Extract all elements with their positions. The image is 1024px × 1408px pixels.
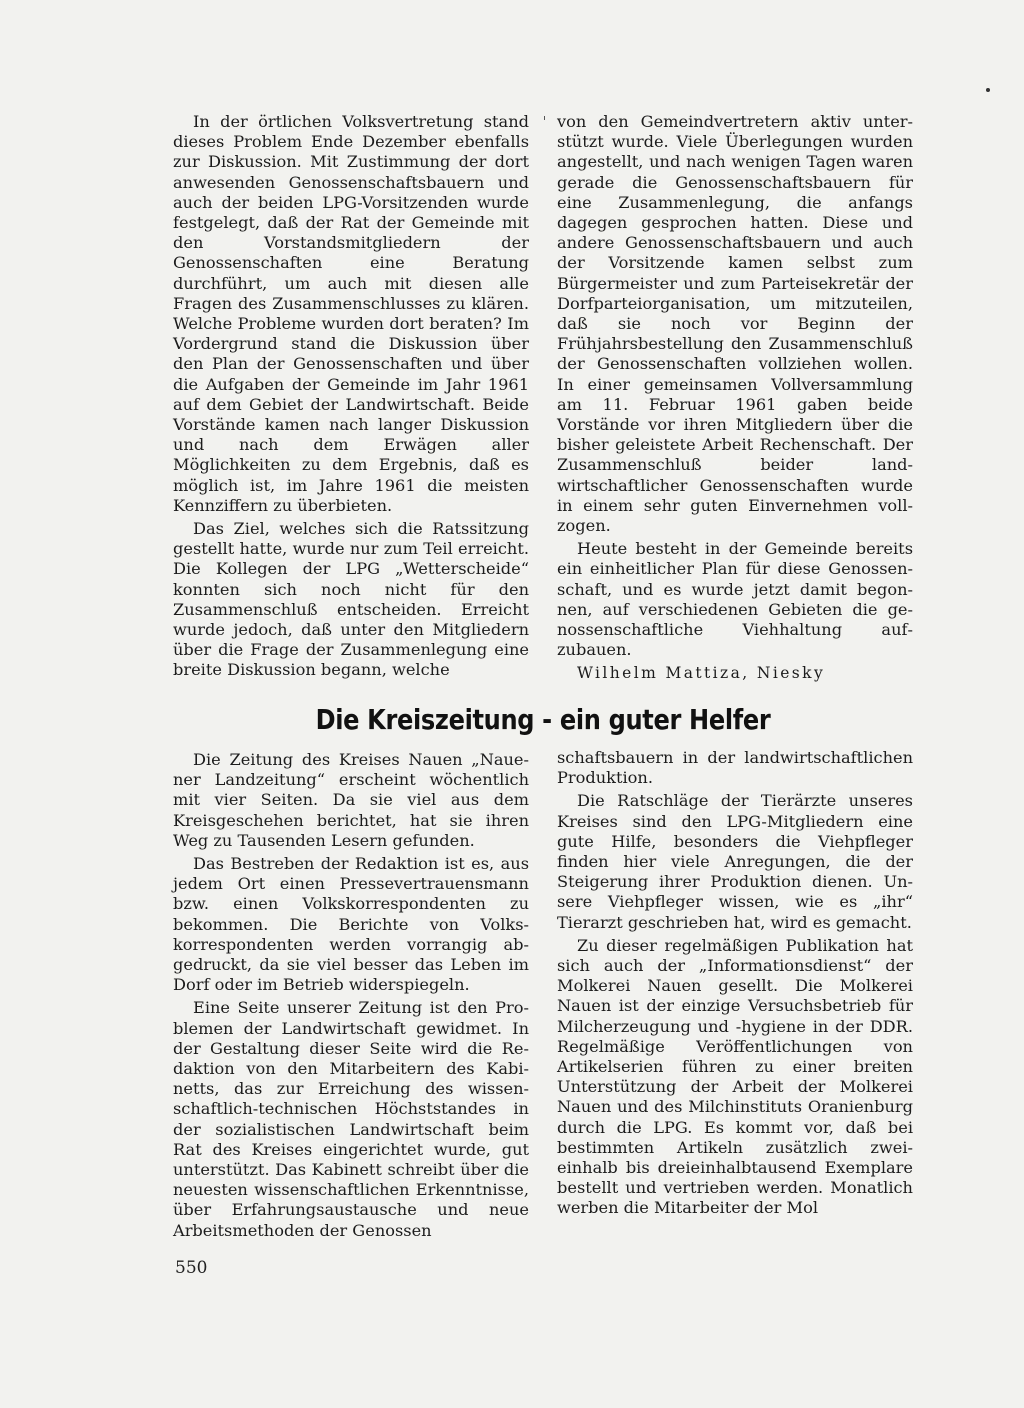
upper-article-column-left <box>173 112 529 681</box>
page-number: 550 <box>175 1258 208 1278</box>
paragraph: Heute besteht in der Gemeinde bereits ein einheitlicher Plan für diese Genossenschaft, und es wurde jetzt damit begonnen, auf verschiedenen Gebieten die genossenschaftliche Viehhaltung aufzubauen. <box>557 539 913 660</box>
paragraph: von den Gemeindvertretern aktiv unterstützt wurde. Viele Überlegungen wurden angestellt, und nach wenigen Tagen waren gerade die Genossenschaftsbauern für eine Zusammenlegung, die anfangs dagegen gesprochen hatten. Diese und andere Genossenschaftsbauern und auch der Vorsitzende kamen selbst zum Bürgermeister und zum Parteisekretär der Dorfparteiorganisation, um mitzuteilen, daß sie noch vor Beginn der Frühjahrsbestellung den Zusammenschluß der Genossenschaften vollziehen wollen. In einer gemeinsamen Vollversammlung am 11. Februar 1961 gaben beide Vorstände vor ihren Mitgliedern über die bisher geleistete Arbeit Rechenschaft. Der Zusammenschluß beider landwirtschaftlicher Genossenschaften wurde in einem sehr guten Einvernehmen vollzogen. <box>557 112 913 536</box>
lower-article-column-right <box>557 748 913 1219</box>
paragraph: In der örtlichen Volksvertretung stand dieses Problem Ende Dezember ebenfalls zur Diskussion. Mit Zustimmung der dort anwesenden Genossenschaftsbauern und auch der beiden LPG-Vorsitzenden wurde festgelegt, daß der Rat der Gemeinde mit den Vorstandsmitgliedern der Genossenschaften eine Beratung durchführt, um auch mit diesen alle Fragen des Zusammenschlusses zu klären. Welche Probleme wurden dort beraten? Im Vordergrund stand die Diskussion über den Plan der Genossenschaften und über die Aufgaben der Gemeinde im Jahr 1961 auf dem Gebiet der Landwirtschaft. Beide Vorstände kamen nach langer Diskussion und nach dem Erwägen aller Möglichkeiten zu dem Ergebnis, daß es möglich ist, im Jahre 1961 die meisten Kennziffern zu überbieten. <box>173 112 529 515</box>
paragraph: Das Bestreben der Redaktion ist es, aus jedem Ort einen Pressevertrauensmann bzw. einen Volkskorrespondenten zu bekommen. Die Berichte von Volkskorrespondenten werden vorrangig abgedruckt, da sie viel besser das Leben im Dorf oder im Betrieb widerspiegeln. <box>173 854 529 995</box>
paragraph: Die Ratschläge der Tierärzte unseres Kreises sind den LPG-Mitgliedern eine gute Hilfe, besonders die Viehpfleger finden hier viele Anregungen, die der Steigerung ihrer Produktion dienen. Unsere Viehpfleger wissen, wie es „ihr“ Tierarzt geschrieben hat, wird es gemacht. <box>557 791 913 932</box>
paragraph: Zu dieser regelmäßigen Publikation hat sich auch der „Informationsdienst“ der Molkerei Nauen gesellt. Die Molkerei Nauen ist der einzige Versuchsbetrieb für Milcherzeugung und -hygiene in der DDR. Regelmäßige Veröffentlichungen von Artikelserien führen zu einer breiten Unterstützung der Arbeit der Molkerei Nauen und des Milchinstituts Oranienburg durch die LPG. Es kommt vor, daß bei bestimmten Artikeln zusätzlich zweieinhalb bis dreieinhalbtausend Exemplare bestellt und vertrieben werden. Monatlich werben die Mitarbeiter der Mol <box>557 935 913 1218</box>
paragraph: Die Zeitung des Kreises Nauen „Nauener Landzeitung“ erscheint wöchentlich mit vier Seiten. Da sie viel aus dem Kreisgeschehen berichtet, hat sie ihren Weg zu Tausenden Lesern gefunden. <box>173 750 529 850</box>
lower-article-column-left <box>173 750 529 1241</box>
paragraph: schaftsbauern in der landwirtschaftlichen Produktion. <box>557 748 913 788</box>
article-headline: Die Kreiszeitung - ein guter Helfer <box>315 703 771 736</box>
author-signature: Wilhelm Mattiza, Niesky <box>577 664 826 683</box>
paragraph: Das Ziel, welches sich die Ratssitzung gestellt hatte, wurde nur zum Teil erreicht. Die Kollegen der LPG „Wetterscheide“ konnten sich noch nicht für den Zusammenschluß entscheiden. Erreicht wurde jedoch, daß unter den Mitgliedern über die Frage der Zusammenlegung eine breite Diskussion begann, welche <box>173 519 529 680</box>
upper-article-column-right <box>557 112 913 684</box>
column-tick <box>544 116 545 120</box>
print-speck <box>986 88 990 92</box>
paragraph: Eine Seite unserer Zeitung ist den Problemen der Landwirtschaft gewidmet. In der Gestaltung dieser Seite wird die Redaktion von den Mitarbeitern des Kabinetts, das zur Erreichung des wissenschaftlich-technischen Höchststandes in der sozialistischen Landwirtschaft beim Rat des Kreises eingerichtet wurde, gut unterstützt. Das Kabinett schreibt über die neuesten wissenschaftlichen Erkenntnisse, über Erfahrungsaustausche und neue Arbeitsmethoden der Genossen <box>173 998 529 1240</box>
